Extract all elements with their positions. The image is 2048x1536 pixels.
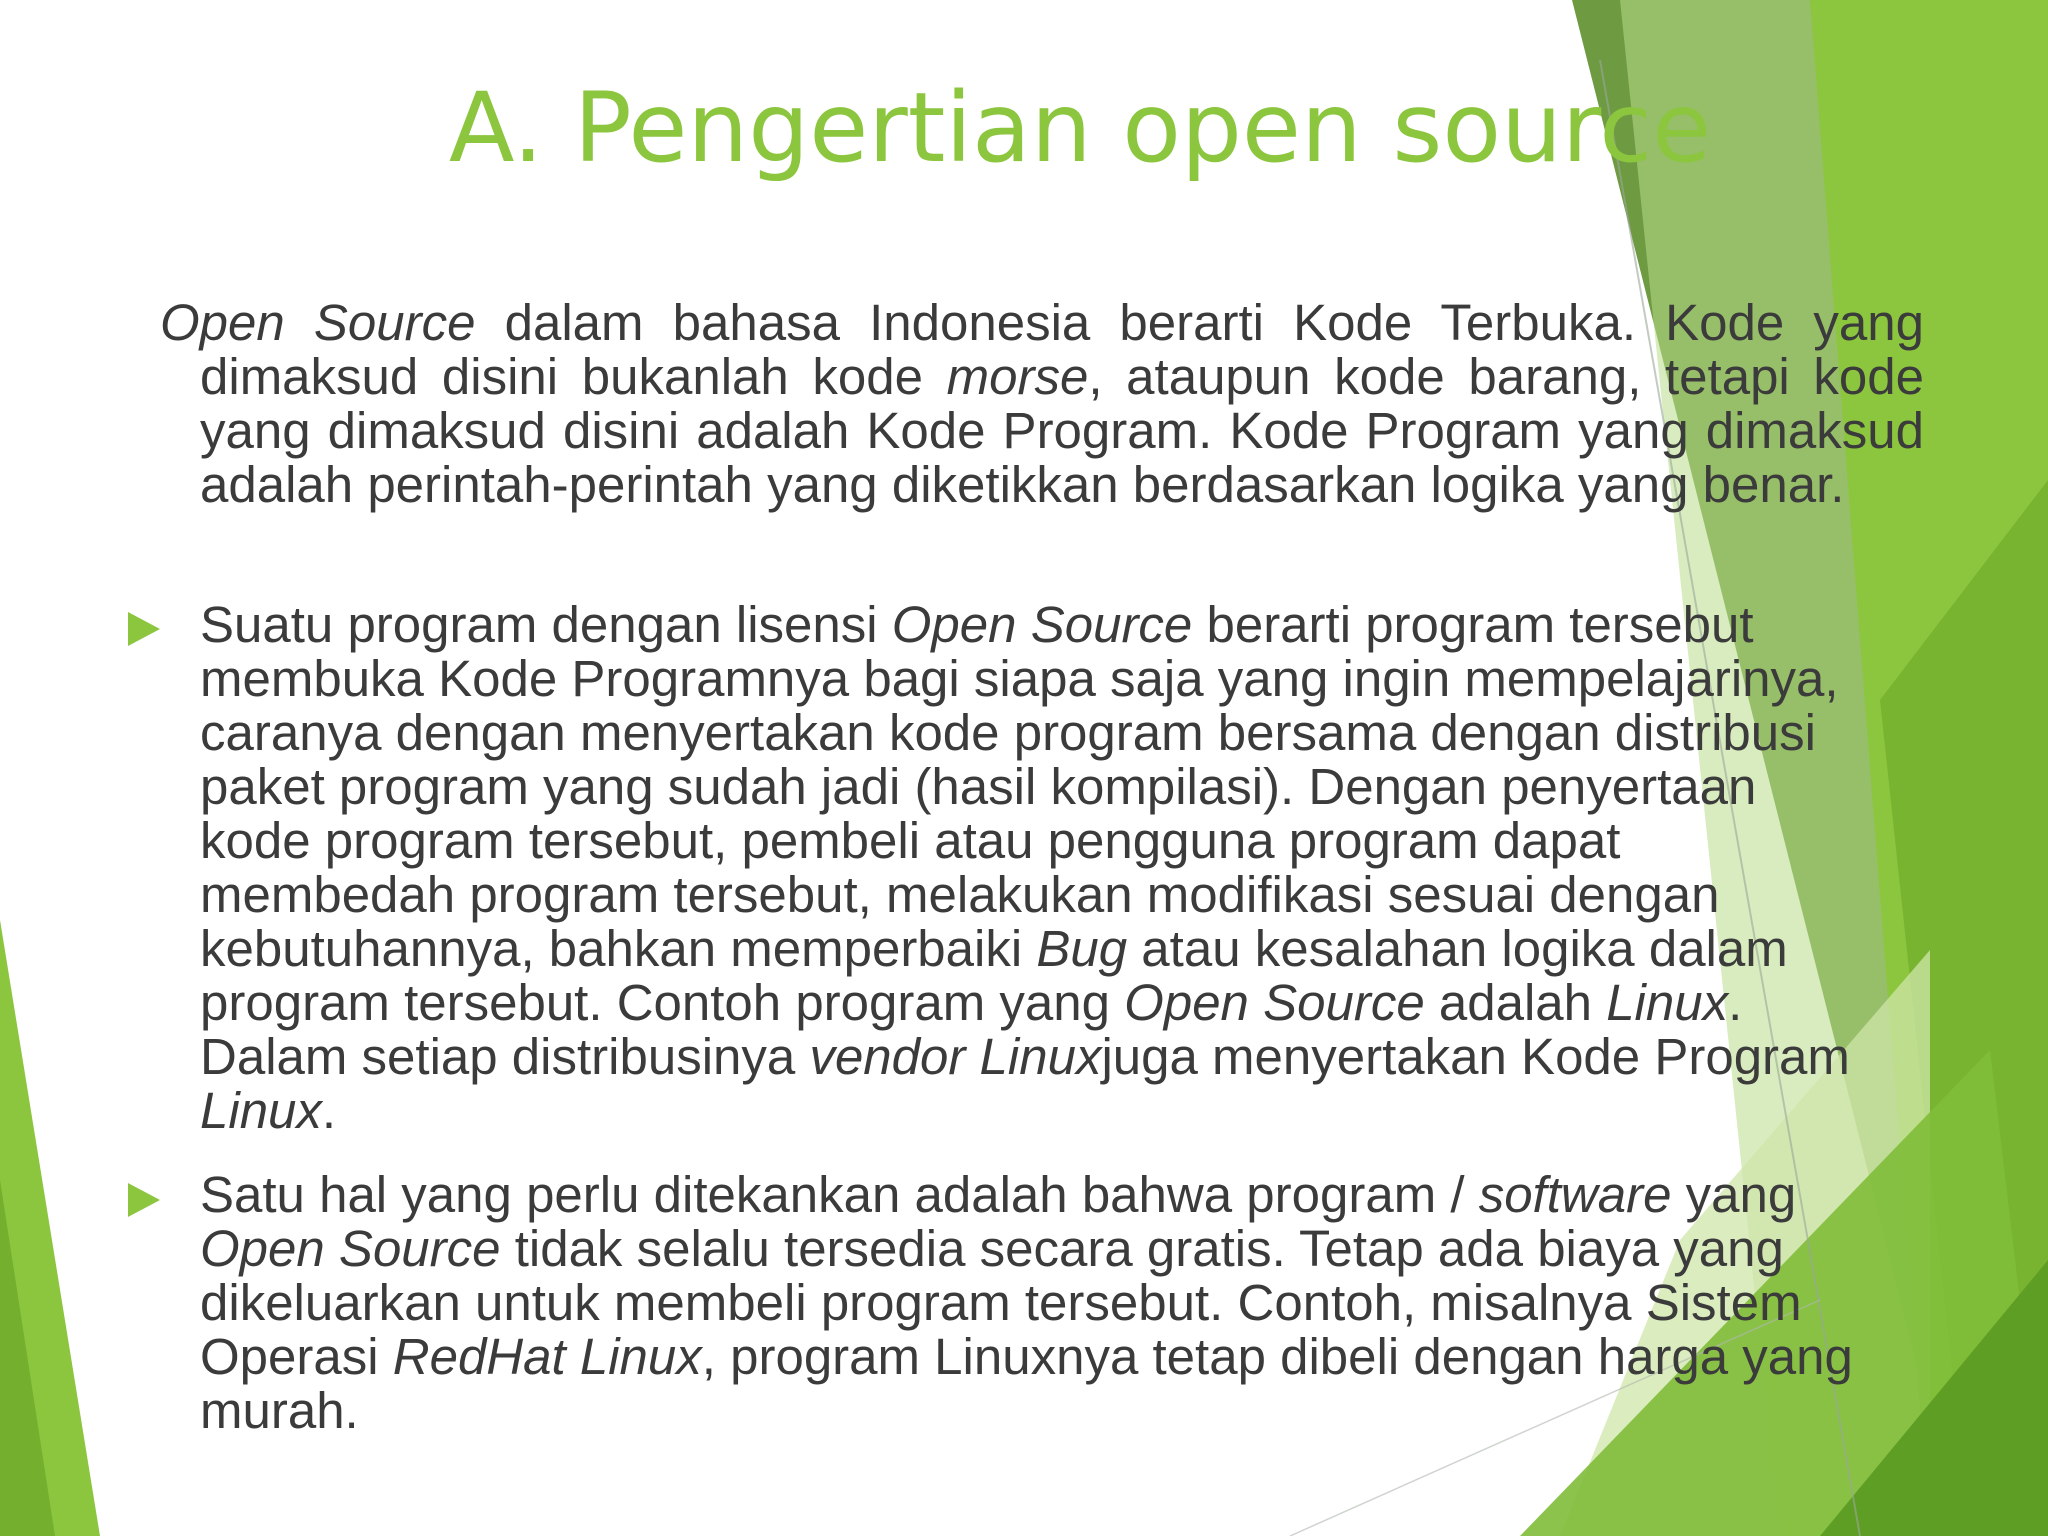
intro-paragraph xyxy=(160,294,1924,513)
bullet-term: Bug xyxy=(1036,920,1128,977)
bullet-term: RedHat Linux xyxy=(392,1328,702,1385)
bullet-arrow-icon xyxy=(128,1183,160,1217)
bullet-text: Satu hal yang perlu ditekankan adalah bahwa program / xyxy=(200,1166,1479,1223)
bullet-text: , program Linuxnya tetap dibeli dengan harga yang murah. xyxy=(200,1328,1853,1439)
bullet-term: Linux xyxy=(200,1082,322,1139)
bullet-term: Open Source xyxy=(1124,974,1425,1031)
bullet-text: atau kesalahan logika dalam program tersebut. Contoh program yang xyxy=(200,920,1788,1031)
bullet-term: software xyxy=(1478,1166,1672,1223)
intro-text: dalam bahasa Indonesia berarti Kode Terbuka. Kode yang dimaksud disini bukanlah kode xyxy=(200,294,1924,405)
intro-text: , ataupun kode barang, tetapi kode yang dimaksud disini adalah Kode Program. Kode Program yang dimaksud adalah perintah-perintah yang diketikkan berdasarkan logika yang benar. xyxy=(200,348,1924,513)
bullet-text: . xyxy=(321,1082,337,1139)
bullet-text: berarti program tersebut membuka Kode Programnya bagi siapa saja yang ingin mempelajarinya, caranya dengan menyertakan kode program bersama dengan distribusi paket program yang sudah jadi (hasil kompilasi). Dengan penyertaan kode program tersebut, pembeli atau pengguna program dapat membedah program tersebut, melakukan modifikasi sesuai dengan kebutuhannya, bahkan memperbaiki xyxy=(200,596,1839,977)
intro-term: Open Source xyxy=(160,294,476,351)
slide-title: A. Pengertian open source xyxy=(448,72,1712,184)
bullet-term: Open Source xyxy=(891,596,1193,653)
bullet-text: yang xyxy=(1671,1166,1797,1223)
bullet-text: adalah xyxy=(1424,974,1607,1031)
bullet-text: Suatu program dengan lisensi xyxy=(200,596,892,653)
bullet-text: . Dalam setiap distribusinya xyxy=(200,974,1743,1085)
bullet-paragraph xyxy=(200,598,1880,1138)
bullet-text: tidak selalu tersedia secara gratis. Tetap ada biaya yang dikeluarkan untuk membeli program tersebut. Contoh, misalnya Sistem Operasi xyxy=(200,1220,1802,1385)
bullet-term: Linux xyxy=(1606,974,1729,1031)
bullet-term: Open Source xyxy=(200,1220,501,1277)
bullet-term: vendor Linux xyxy=(809,1028,1102,1085)
bullet-text: juga menyertakan Kode Program xyxy=(1101,1028,1850,1085)
intro-term: morse xyxy=(946,348,1089,405)
bullet-paragraph xyxy=(200,1168,1920,1438)
bullet-arrow-icon xyxy=(128,612,160,646)
